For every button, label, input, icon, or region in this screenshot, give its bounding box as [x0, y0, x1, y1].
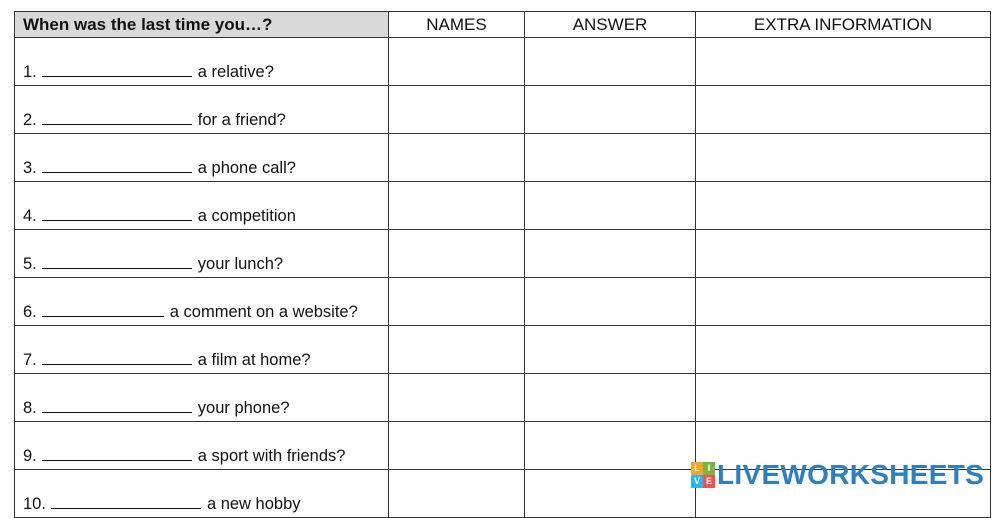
question-number: 2.: [23, 111, 37, 129]
question-text: a comment on a website?: [169, 303, 358, 321]
names-cell[interactable]: [389, 326, 525, 374]
question-text: your lunch?: [197, 255, 284, 273]
answer-blank[interactable]: [42, 254, 192, 269]
question-cell: [15, 230, 389, 278]
answer-cell[interactable]: [525, 86, 696, 134]
question-cell: [15, 38, 389, 86]
question-cell: [15, 374, 389, 422]
names-cell[interactable]: [389, 230, 525, 278]
names-cell[interactable]: [389, 38, 525, 86]
question-text: a phone call?: [197, 159, 296, 177]
question-text: a film at home?: [197, 351, 311, 369]
answer-blank[interactable]: [42, 446, 192, 461]
names-cell[interactable]: [389, 278, 525, 326]
names-cell[interactable]: [389, 374, 525, 422]
question-text: a new hobby: [206, 495, 301, 513]
answer-blank[interactable]: [42, 62, 192, 77]
answer-cell[interactable]: [525, 374, 696, 422]
question-row: [15, 38, 991, 86]
question-row: [15, 374, 991, 422]
question-text: for a friend?: [197, 111, 286, 129]
column-header-extra-information: EXTRA INFORMATION: [696, 12, 991, 38]
question-number: 7.: [23, 351, 37, 369]
question-cell: [15, 182, 389, 230]
question-text: your phone?: [197, 399, 290, 417]
answer-blank[interactable]: [42, 302, 164, 317]
column-header-names: NAMES: [389, 12, 525, 38]
question-cell: [15, 470, 389, 518]
question-cell: [15, 326, 389, 374]
answer-blank[interactable]: [42, 158, 192, 173]
question-text: a relative?: [197, 63, 274, 81]
liveworksheets-logo: [691, 461, 984, 489]
answer-blank[interactable]: [42, 206, 192, 221]
names-cell[interactable]: [389, 182, 525, 230]
question-row: [15, 326, 991, 374]
liveworksheets-mark-icon: L I V E: [691, 462, 715, 488]
answer-cell[interactable]: [525, 326, 696, 374]
column-header-answer: ANSWER: [525, 12, 696, 38]
question-row: [15, 182, 991, 230]
names-cell[interactable]: [389, 134, 525, 182]
extra-information-cell[interactable]: [696, 278, 991, 326]
answer-cell[interactable]: [525, 182, 696, 230]
question-number: 10.: [23, 495, 46, 513]
names-cell[interactable]: [389, 86, 525, 134]
question-number: 8.: [23, 399, 37, 417]
answer-cell[interactable]: [525, 422, 696, 470]
question-number: 6.: [23, 303, 37, 321]
question-row: [15, 86, 991, 134]
worksheet-table: [14, 11, 991, 518]
extra-information-cell[interactable]: [696, 374, 991, 422]
extra-information-cell[interactable]: [696, 134, 991, 182]
names-cell[interactable]: [389, 422, 525, 470]
question-number: 3.: [23, 159, 37, 177]
question-row: [15, 278, 991, 326]
question-cell: [15, 278, 389, 326]
answer-cell[interactable]: [525, 230, 696, 278]
question-number: 5.: [23, 255, 37, 273]
answer-blank[interactable]: [42, 398, 192, 413]
names-cell[interactable]: [389, 470, 525, 518]
answer-cell[interactable]: [525, 278, 696, 326]
extra-information-cell[interactable]: [696, 182, 991, 230]
worksheet-title: When was the last time you…?: [15, 12, 389, 38]
question-row: [15, 230, 991, 278]
question-cell: [15, 134, 389, 182]
question-cell: [15, 422, 389, 470]
answer-cell[interactable]: [525, 134, 696, 182]
question-number: 9.: [23, 447, 37, 465]
header-row: [15, 12, 991, 38]
answer-blank[interactable]: [42, 350, 192, 365]
answer-cell[interactable]: [525, 470, 696, 518]
answer-blank[interactable]: [42, 110, 192, 125]
question-number: 4.: [23, 207, 37, 225]
extra-information-cell[interactable]: [696, 230, 991, 278]
question-cell: [15, 86, 389, 134]
answer-blank[interactable]: [51, 494, 201, 509]
answer-cell[interactable]: [525, 38, 696, 86]
liveworksheets-wordmark: LIVEWORKSHEETS: [717, 459, 985, 490]
question-number: 1.: [23, 63, 37, 81]
question-text: a competition: [197, 207, 296, 225]
extra-information-cell[interactable]: [696, 326, 991, 374]
question-row: [15, 134, 991, 182]
question-text: a sport with friends?: [197, 447, 346, 465]
extra-information-cell[interactable]: [696, 38, 991, 86]
extra-information-cell[interactable]: [696, 86, 991, 134]
